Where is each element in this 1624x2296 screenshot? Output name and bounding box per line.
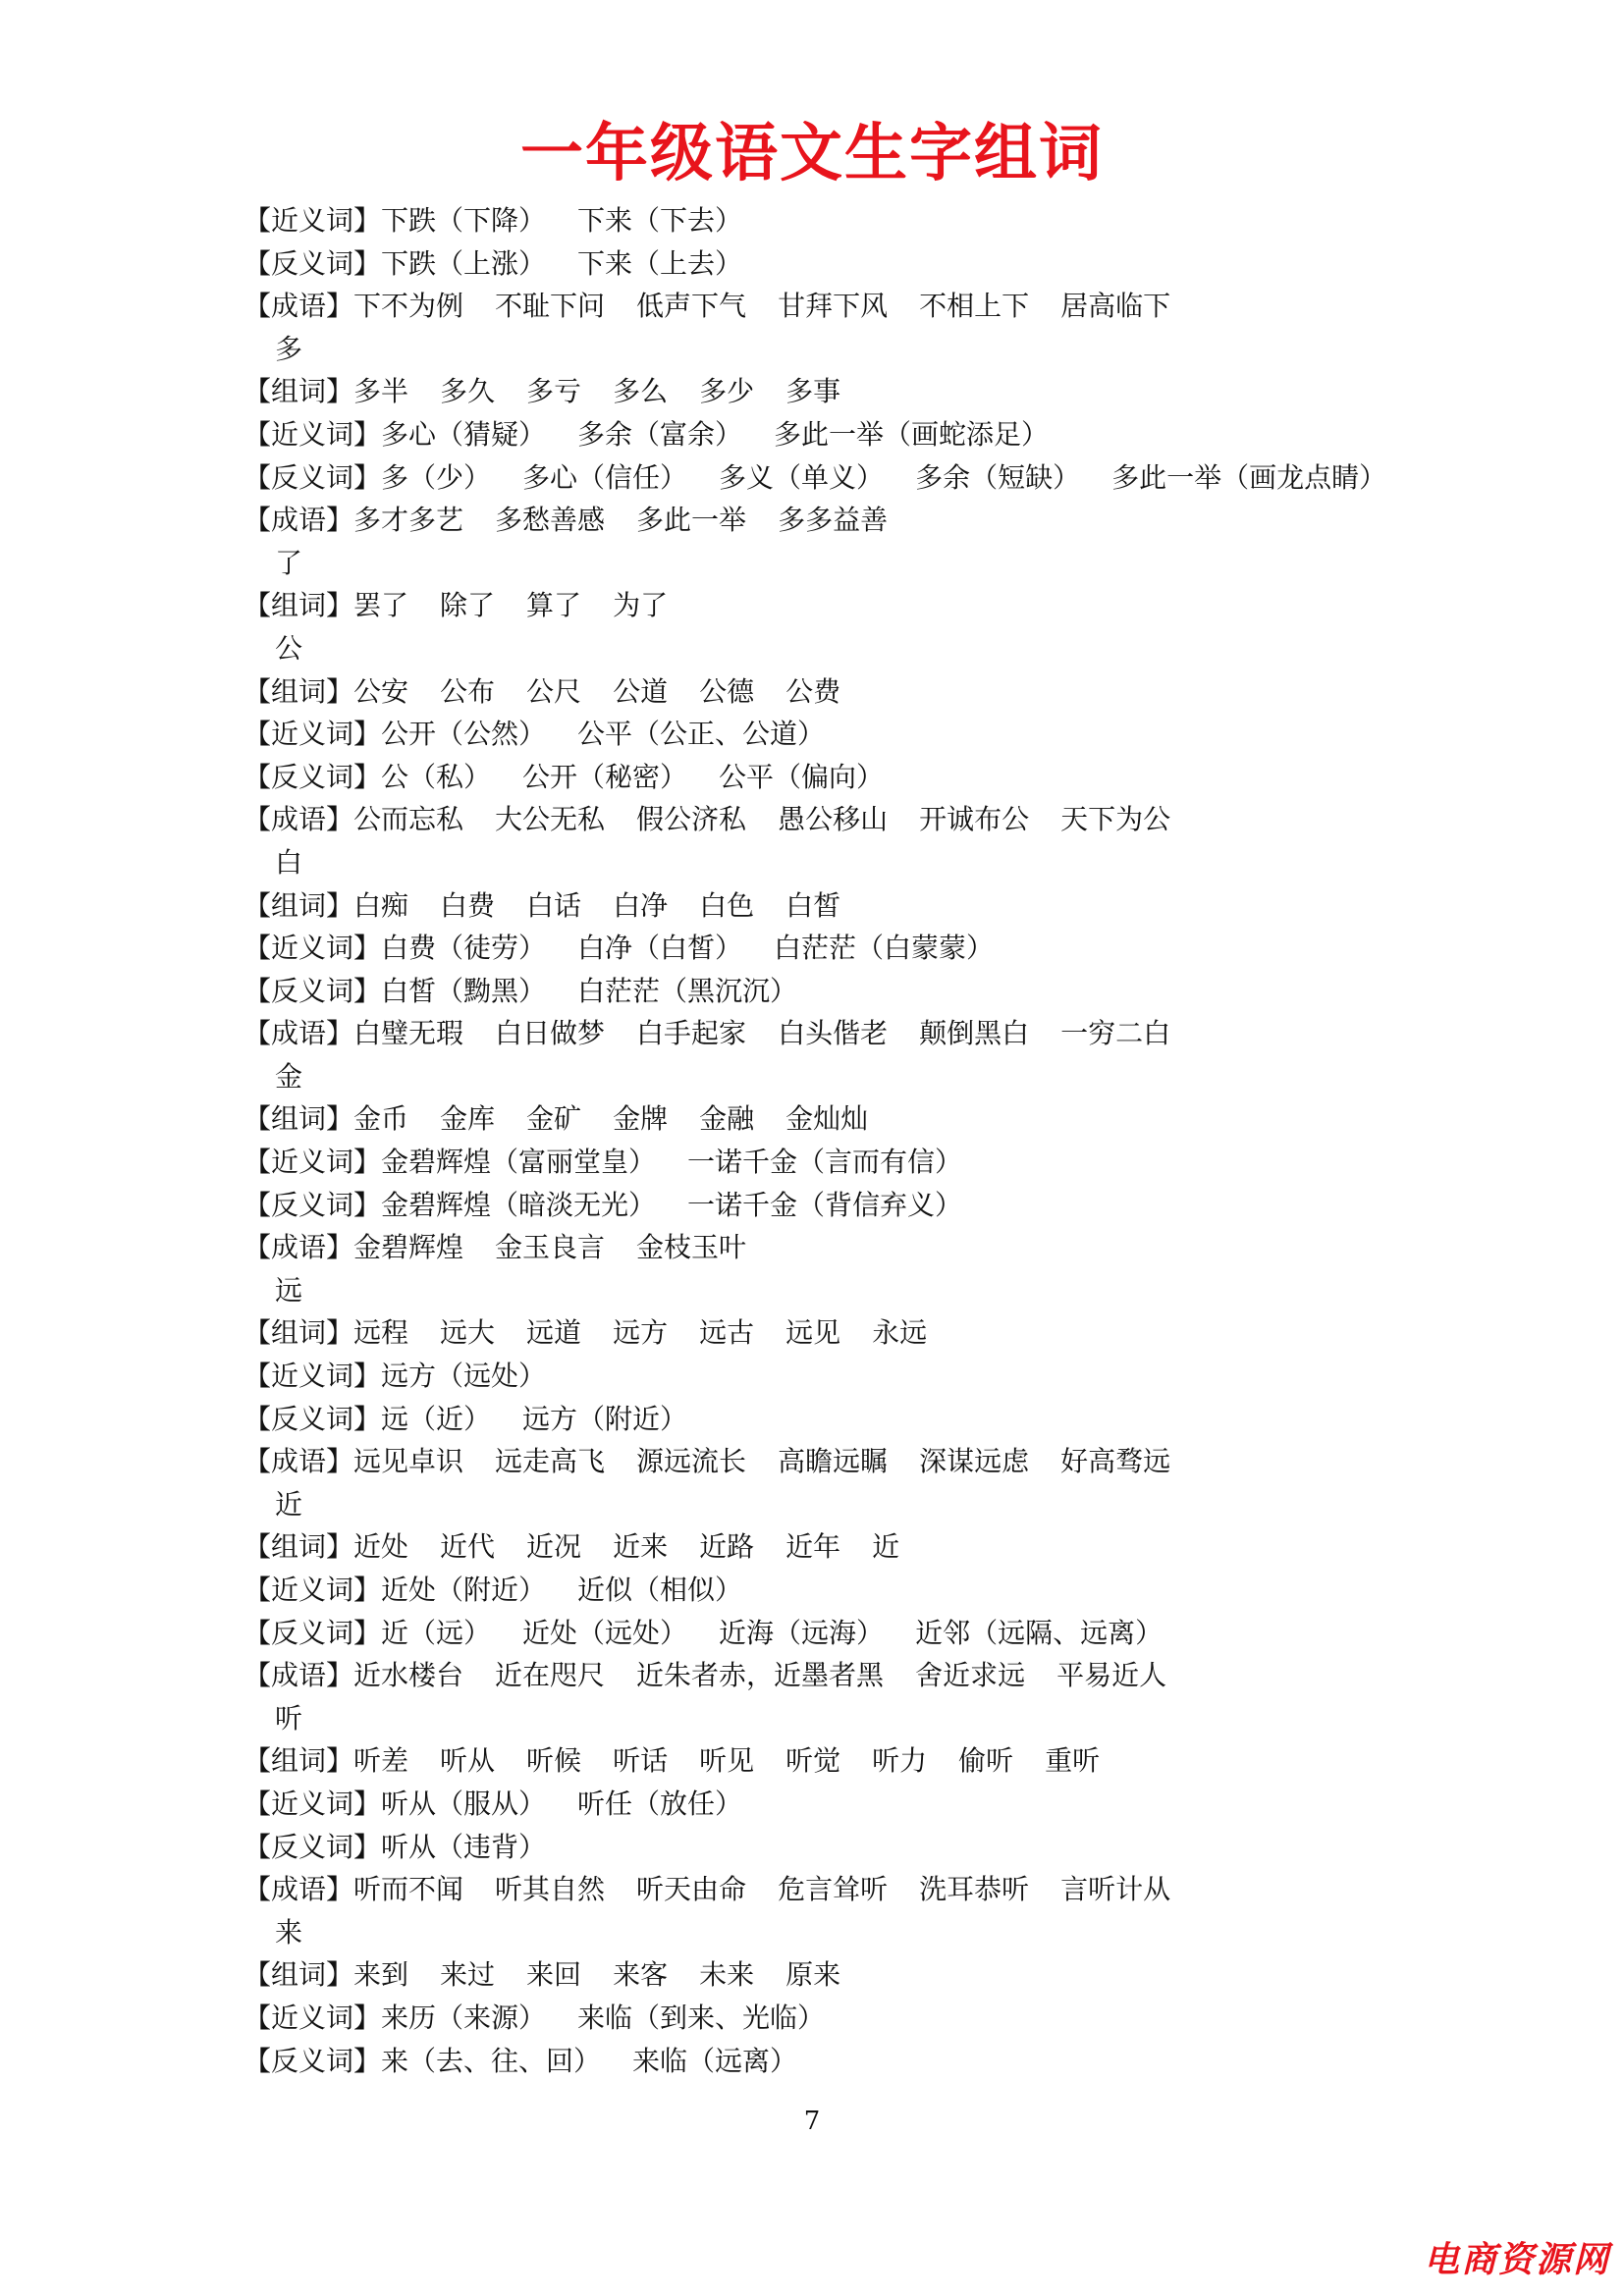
entry-items xyxy=(353,803,1202,835)
entry-item: 金枝玉叶 xyxy=(636,1231,747,1264)
entry-line xyxy=(244,1440,1422,1483)
entry-tag: 【成语】 xyxy=(244,1873,354,1906)
entry-item: 白痴 xyxy=(353,888,409,922)
entry-item: 来临（远离） xyxy=(632,2044,798,2077)
entry-item: 近水楼台 xyxy=(353,1659,464,1692)
entry-item: 公费 xyxy=(785,674,841,708)
entry-item: 远（近） xyxy=(381,1402,492,1435)
entry-line xyxy=(244,670,1422,714)
entry-items xyxy=(353,1873,1202,1905)
entry-item: 居高临下 xyxy=(1060,290,1171,323)
entry-item: 言听计从 xyxy=(1060,1873,1171,1906)
entry-line xyxy=(244,1226,1422,1269)
entry-item: 多久 xyxy=(440,375,496,408)
entry-line xyxy=(244,584,1422,627)
entry-item: 来历（来源） xyxy=(381,2001,547,2034)
entry-item: 低声下气 xyxy=(636,290,747,323)
entry-tag: 【组词】 xyxy=(244,674,354,708)
entry-item: 下跌（上涨） xyxy=(381,246,547,280)
entry-item: 远见 xyxy=(785,1316,841,1350)
entry-line xyxy=(244,1097,1422,1141)
entry-tag: 【组词】 xyxy=(244,888,354,922)
entry-item: 愚公移山 xyxy=(778,803,889,836)
entry-item: 听候 xyxy=(526,1744,582,1778)
entry-item: 重听 xyxy=(1045,1744,1101,1778)
entry-item: 白话 xyxy=(526,888,582,922)
entry-item: 听任（放任） xyxy=(577,1787,743,1820)
entry-item: 一穷二白 xyxy=(1060,1017,1171,1050)
entry-line xyxy=(244,242,1422,286)
entry-tag: 【成语】 xyxy=(244,1659,354,1692)
entry-tag: 【反义词】 xyxy=(244,1830,382,1863)
entry-items xyxy=(381,1788,774,1820)
entry-item: 多余（短缺） xyxy=(915,460,1081,494)
entry-item: 公开（秘密） xyxy=(522,760,688,793)
entry-item: 近邻（远隔、远离） xyxy=(915,1616,1164,1649)
entry-item: 金玉良言 xyxy=(495,1231,606,1264)
entry-item: 金碧辉煌 xyxy=(353,1231,464,1264)
entry-items xyxy=(353,1102,899,1135)
entry-line xyxy=(244,456,1422,500)
entry-item: 白皙（黝黑） xyxy=(381,974,547,1007)
entry-item: 为了 xyxy=(613,589,669,622)
entry-item: 未来 xyxy=(699,1958,755,1992)
entry-item: 听话 xyxy=(613,1744,669,1778)
entry-item: 近海（远海） xyxy=(719,1616,885,1649)
entry-item: 假公济私 xyxy=(636,803,747,836)
entry-item: 高瞻远瞩 xyxy=(778,1445,889,1478)
entry-item: 开诚布公 xyxy=(919,803,1030,836)
entry-item: 深谋远虑 xyxy=(919,1445,1030,1478)
entry-line xyxy=(244,1525,1422,1569)
entry-items xyxy=(353,504,919,536)
entry-tag: 【组词】 xyxy=(244,1316,354,1350)
entry-item: 公布 xyxy=(440,674,496,708)
entry-tag: 【近义词】 xyxy=(244,2001,382,2034)
entry-item: 远走高飞 xyxy=(495,1445,606,1478)
entry-item: 听其自然 xyxy=(495,1873,606,1906)
entry-item: 舍近求远 xyxy=(915,1659,1026,1692)
entry-tag: 【组词】 xyxy=(244,1958,354,1992)
entry-tag: 【反义词】 xyxy=(244,974,382,1007)
entry-item: 来过 xyxy=(440,1958,496,1992)
entry-line xyxy=(244,713,1422,756)
entry-items xyxy=(353,889,872,922)
entry-item: 听从（服从） xyxy=(381,1787,547,1820)
entry-line xyxy=(244,1311,1422,1355)
entry-tag: 【成语】 xyxy=(244,803,354,836)
entry-line xyxy=(244,1184,1422,1227)
entry-tag: 【近义词】 xyxy=(244,1146,382,1179)
entry-item: 多此一举 xyxy=(636,504,747,537)
entry-item: 近处 xyxy=(353,1530,409,1564)
character-heading: 听 xyxy=(275,1701,303,1735)
entry-item: 白璧无瑕 xyxy=(353,1017,464,1050)
entry-items xyxy=(381,1403,719,1435)
entry-item: 白日做梦 xyxy=(495,1017,606,1050)
entry-item: 多愁善感 xyxy=(495,504,606,537)
entry-item: 不相上下 xyxy=(919,290,1030,323)
entry-items xyxy=(381,2045,829,2077)
entry-items xyxy=(353,1445,1202,1477)
entry-tag: 【组词】 xyxy=(244,1102,354,1136)
entry-item: 听从（违背） xyxy=(381,1830,547,1863)
entry-item: 下来（下去） xyxy=(577,204,743,237)
entry-item: 来（去、往、回） xyxy=(381,2044,602,2077)
entry-items xyxy=(381,1360,577,1392)
character-heading: 来 xyxy=(275,1915,303,1949)
entry-item: 听见 xyxy=(699,1744,755,1778)
entry-item: 听差 xyxy=(353,1744,409,1778)
entry-line xyxy=(244,798,1422,841)
site-watermark: 电商资源网 xyxy=(1423,2240,1610,2280)
entry-tag: 【成语】 xyxy=(244,1445,354,1478)
entry-item: 远方（附近） xyxy=(522,1402,688,1435)
entry-tag: 【近义词】 xyxy=(244,1360,382,1393)
entry-line xyxy=(244,1997,1422,2040)
entry-item: 听而不闻 xyxy=(353,1873,464,1906)
entry-item: 一诺千金（言而有信） xyxy=(687,1146,963,1179)
entry-item: 下跌（下降） xyxy=(381,204,547,237)
entry-items xyxy=(381,932,1025,964)
entry-item: 远见卓识 xyxy=(353,1445,464,1478)
entry-items xyxy=(381,247,774,280)
entry-tag: 【近义词】 xyxy=(244,417,382,451)
entry-items xyxy=(353,1659,1198,1691)
entry-item: 颠倒黑白 xyxy=(919,1017,1030,1050)
entry-item: 近朱者赤，近墨者黑 xyxy=(636,1659,885,1692)
entry-item: 多此一举（画蛇添足） xyxy=(774,417,1050,451)
entry-item: 近处（附近） xyxy=(381,1574,547,1606)
entry-tag: 【成语】 xyxy=(244,504,354,537)
entry-item: 来到 xyxy=(353,1958,409,1992)
entry-item: 金碧辉煌（富丽堂皇） xyxy=(381,1146,657,1179)
entry-item: 白茫茫（白蒙蒙） xyxy=(774,932,995,965)
entry-tag: 【近义词】 xyxy=(244,1787,382,1820)
entry-items xyxy=(353,1958,872,1991)
entry-items xyxy=(381,718,856,750)
entry-item: 听从 xyxy=(440,1744,496,1778)
entry-item: 白费（徒劳） xyxy=(381,932,547,965)
entry-item: 金灿灿 xyxy=(785,1102,869,1136)
entry-tag: 【组词】 xyxy=(244,589,354,622)
entry-item: 下来（上去） xyxy=(577,246,743,280)
entry-item: 除了 xyxy=(440,589,496,622)
entry-tag: 【成语】 xyxy=(244,290,354,323)
entry-line xyxy=(244,2040,1422,2083)
entry-item: 公安 xyxy=(353,674,409,708)
entry-items xyxy=(381,1146,994,1178)
entry-item: 公（私） xyxy=(381,760,492,793)
entry-tag: 【成语】 xyxy=(244,1017,354,1050)
entry-item: 下不为例 xyxy=(353,290,464,323)
entry-item: 公德 xyxy=(699,674,755,708)
entry-items xyxy=(381,975,829,1007)
entry-item: 多半 xyxy=(353,375,409,408)
entry-tag: 【反义词】 xyxy=(244,1616,382,1649)
entry-item: 白净（白皙） xyxy=(577,932,743,965)
entry-item: 白手起家 xyxy=(636,1017,747,1050)
entry-item: 多心（信任） xyxy=(522,460,688,494)
entry-tag: 【组词】 xyxy=(244,375,354,408)
entry-items xyxy=(353,1530,931,1563)
entry-tag: 【反义词】 xyxy=(244,460,382,494)
entry-line xyxy=(244,756,1422,799)
entry-items xyxy=(353,290,1202,322)
entry-item: 听天由命 xyxy=(636,1873,747,1906)
entry-item: 危言耸听 xyxy=(778,1873,889,1906)
entry-tag: 【组词】 xyxy=(244,1530,354,1564)
entry-item: 公平（公正、公道） xyxy=(577,718,826,751)
entry-line xyxy=(244,499,1422,542)
entry-item: 多么 xyxy=(613,375,669,408)
entry-item: 近代 xyxy=(440,1530,496,1564)
entry-tag: 【近义词】 xyxy=(244,932,382,965)
entry-item: 来回 xyxy=(526,1958,582,1992)
entry-item: 远方（远处） xyxy=(381,1360,547,1393)
entry-items xyxy=(381,418,1080,451)
entry-item: 不耻下问 xyxy=(495,290,606,323)
entry-item: 白净 xyxy=(613,888,669,922)
character-heading: 近 xyxy=(275,1487,303,1521)
entry-item: 甘拜下风 xyxy=(778,290,889,323)
entry-tag: 【反义词】 xyxy=(244,1402,382,1435)
entry-items xyxy=(381,761,915,793)
entry-items xyxy=(353,1744,1131,1777)
entry-item: 近来 xyxy=(613,1530,669,1564)
entry-item: 洗耳恭听 xyxy=(919,1873,1030,1906)
entry-item: 来客 xyxy=(613,1958,669,1992)
entry-line xyxy=(244,970,1422,1013)
entry-item: 公尺 xyxy=(526,674,582,708)
entry-item: 多多益善 xyxy=(778,504,889,537)
entry-item: 一诺千金（背信弃义） xyxy=(687,1188,963,1221)
entry-items xyxy=(381,461,1418,494)
character-heading: 公 xyxy=(275,631,303,665)
entry-item: 多才多艺 xyxy=(353,504,464,537)
word-list xyxy=(244,199,1422,2082)
entry-item: 近况 xyxy=(526,1530,582,1564)
entry-item: 近 xyxy=(872,1530,900,1564)
entry-item: 远古 xyxy=(699,1316,755,1350)
entry-line xyxy=(244,1868,1422,1911)
entry-items xyxy=(353,1316,958,1349)
entry-item: 白色 xyxy=(699,888,755,922)
entry-item: 远方 xyxy=(613,1316,669,1350)
entry-line xyxy=(244,413,1422,456)
entry-items xyxy=(381,1831,577,1863)
entry-tag: 【近义词】 xyxy=(244,718,382,751)
entry-line xyxy=(244,884,1422,928)
entry-item: 平易近人 xyxy=(1056,1659,1167,1692)
entry-item: 算了 xyxy=(526,589,582,622)
entry-item: 近年 xyxy=(785,1530,841,1564)
entry-line xyxy=(244,1355,1422,1398)
entry-item: 近在咫尺 xyxy=(495,1659,606,1692)
page-title: 一年级语文生字组词 xyxy=(520,118,1104,190)
entry-items xyxy=(381,1617,1194,1649)
entry-tag: 【近义词】 xyxy=(244,1574,382,1606)
entry-item: 白头偕老 xyxy=(778,1017,889,1050)
entry-items xyxy=(353,1017,1202,1049)
entry-item: 大公无私 xyxy=(495,803,606,836)
entry-item: 多（少） xyxy=(381,460,492,494)
entry-line xyxy=(244,1569,1422,1612)
entry-line xyxy=(244,927,1422,970)
entry-tag: 【反义词】 xyxy=(244,1188,382,1221)
entry-items xyxy=(353,1231,778,1263)
entry-item: 多此一举（画龙点睛） xyxy=(1111,460,1387,494)
entry-line xyxy=(244,285,1422,328)
entry-line xyxy=(244,199,1422,242)
entry-item: 好高骛远 xyxy=(1060,1445,1171,1478)
entry-item: 来临（到来、光临） xyxy=(577,2001,826,2034)
entry-items xyxy=(381,204,774,237)
entry-item: 公道 xyxy=(613,674,669,708)
entry-item: 公开（公然） xyxy=(381,718,547,751)
entry-tag: 【组词】 xyxy=(244,1744,354,1778)
entry-item: 白茫茫（黑沉沉） xyxy=(577,974,798,1007)
entry-item: 听觉 xyxy=(785,1744,841,1778)
entry-tag: 【反义词】 xyxy=(244,760,382,793)
entry-line xyxy=(244,1012,1422,1055)
entry-item: 近处（远处） xyxy=(522,1616,688,1649)
entry-item: 近似（相似） xyxy=(577,1574,743,1606)
entry-tag: 【反义词】 xyxy=(244,246,382,280)
entry-items xyxy=(381,2002,856,2034)
entry-line xyxy=(244,1783,1422,1826)
entry-item: 远程 xyxy=(353,1316,409,1350)
entry-item: 白费 xyxy=(440,888,496,922)
entry-line xyxy=(244,1739,1422,1783)
entry-line xyxy=(244,1141,1422,1184)
entry-item: 金库 xyxy=(440,1102,496,1136)
entry-item: 永远 xyxy=(872,1316,928,1350)
entry-item: 金牌 xyxy=(613,1102,669,1136)
entry-line xyxy=(244,1826,1422,1869)
character-heading: 白 xyxy=(275,845,303,879)
entry-item: 近路 xyxy=(699,1530,755,1564)
entry-item: 公而忘私 xyxy=(353,803,464,836)
page-number: 7 xyxy=(803,2107,821,2136)
entry-item: 金碧辉煌（暗淡无光） xyxy=(381,1188,657,1221)
entry-item: 远大 xyxy=(440,1316,496,1350)
entry-item: 金币 xyxy=(353,1102,409,1136)
entry-item: 听力 xyxy=(872,1744,928,1778)
entry-item: 多事 xyxy=(785,375,841,408)
character-heading: 了 xyxy=(275,546,303,579)
entry-line xyxy=(244,1654,1422,1697)
entry-item: 天下为公 xyxy=(1060,803,1171,836)
entry-tag: 【近义词】 xyxy=(244,204,382,237)
entry-item: 金矿 xyxy=(526,1102,582,1136)
entry-items xyxy=(353,675,872,708)
entry-items xyxy=(353,375,872,407)
entry-item: 近（远） xyxy=(381,1616,492,1649)
entry-tag: 【成语】 xyxy=(244,1231,354,1264)
character-heading: 金 xyxy=(275,1059,303,1093)
entry-items xyxy=(381,1189,994,1221)
entry-line xyxy=(244,1398,1422,1441)
entry-items xyxy=(381,1574,774,1606)
entry-line xyxy=(244,370,1422,413)
entry-item: 多余（富余） xyxy=(577,417,743,451)
entry-item: 多心（猜疑） xyxy=(381,417,547,451)
entry-item: 多亏 xyxy=(526,375,582,408)
entry-line xyxy=(244,1953,1422,1997)
entry-tag: 【反义词】 xyxy=(244,2044,382,2077)
entry-item: 多少 xyxy=(699,375,755,408)
entry-item: 多义（单义） xyxy=(719,460,885,494)
entry-item: 罢了 xyxy=(353,589,409,622)
entry-item: 白皙 xyxy=(785,888,841,922)
character-heading: 远 xyxy=(275,1273,303,1307)
entry-item: 原来 xyxy=(785,1958,841,1992)
entry-item: 公平（偏向） xyxy=(719,760,885,793)
entry-item: 偷听 xyxy=(958,1744,1014,1778)
entry-item: 源远流长 xyxy=(636,1445,747,1478)
entry-items xyxy=(353,589,699,621)
character-heading: 多 xyxy=(275,332,303,365)
entry-line xyxy=(244,1612,1422,1655)
entry-item: 远道 xyxy=(526,1316,582,1350)
entry-item: 金融 xyxy=(699,1102,755,1136)
